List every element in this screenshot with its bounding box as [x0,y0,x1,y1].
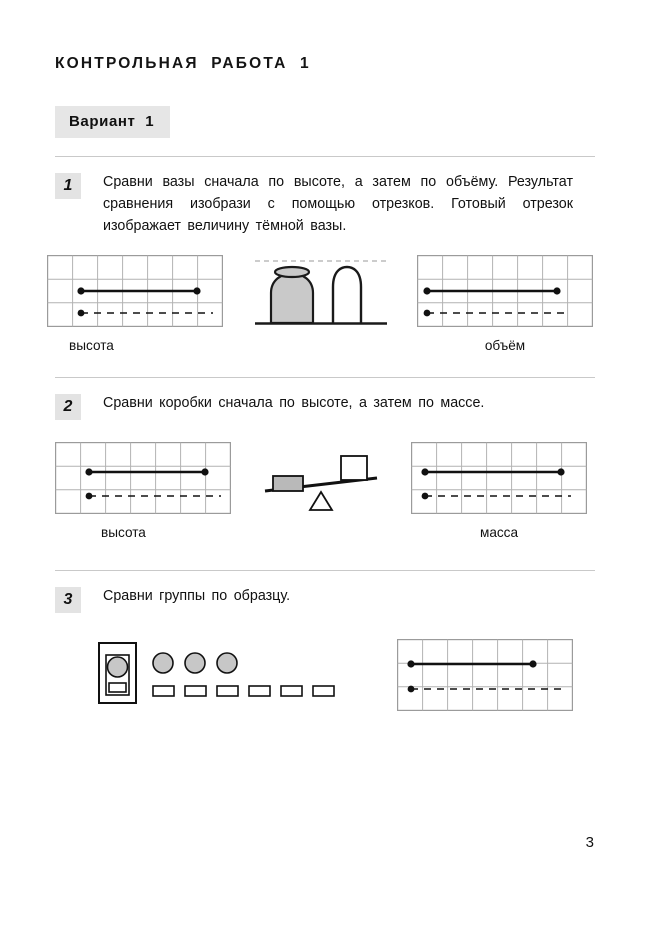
divider [55,156,595,157]
task-1 [55,171,595,353]
task-2 [55,392,595,540]
task-1-volume-grid[interactable] [417,255,593,327]
task-2-right-caption: масса [479,525,519,541]
task-1-left-grid-col [47,255,223,353]
task-2-head [55,392,595,420]
task-3-groups-illustration [97,641,387,709]
task-1-left-caption: высота [69,338,114,354]
task-1-right-caption: объём [484,338,526,354]
task-2-number: 2 [55,394,81,420]
page-number: 3 [585,834,594,851]
task-3 [55,585,595,711]
task-2-right-grid-col [411,442,587,540]
task-2-mass-grid[interactable] [411,442,587,514]
task-3-number: 3 [55,587,81,613]
task-3-figures [55,639,595,711]
task-1-head [55,171,595,237]
divider [55,377,595,378]
task-1-number: 1 [55,173,81,199]
task-1-text: Сравни вазы сначала по высоте, а затем по объёму. Результат сравнения изобрази с помощью отрезков. Готовый отрезок изображает величину тёмной вазы. [103,174,573,235]
task-2-text: Сравни коробки сначала по высоте, а затем по массе. [103,395,485,412]
task-3-head [55,585,595,613]
divider [55,570,595,571]
task-2-height-grid[interactable] [55,442,231,514]
task-1-right-grid-col [417,255,593,353]
task-1-figures [47,255,595,353]
task-3-text: Сравни группы по образцу. [103,588,291,605]
task-3-compare-grid[interactable] [397,639,573,711]
task-3-grid-col [397,639,573,711]
task-2-left-grid-col [55,442,231,540]
task-1-height-grid[interactable] [47,255,223,327]
variant-badge: Вариант 1 [55,106,170,138]
task-2-figures [55,442,595,540]
task-1-vases-illustration [251,253,391,331]
task-2-balance-illustration [259,454,385,516]
page-title: КОНТРОЛЬНАЯ РАБОТА 1 [55,55,311,72]
task-2-left-caption: высота [101,525,146,541]
